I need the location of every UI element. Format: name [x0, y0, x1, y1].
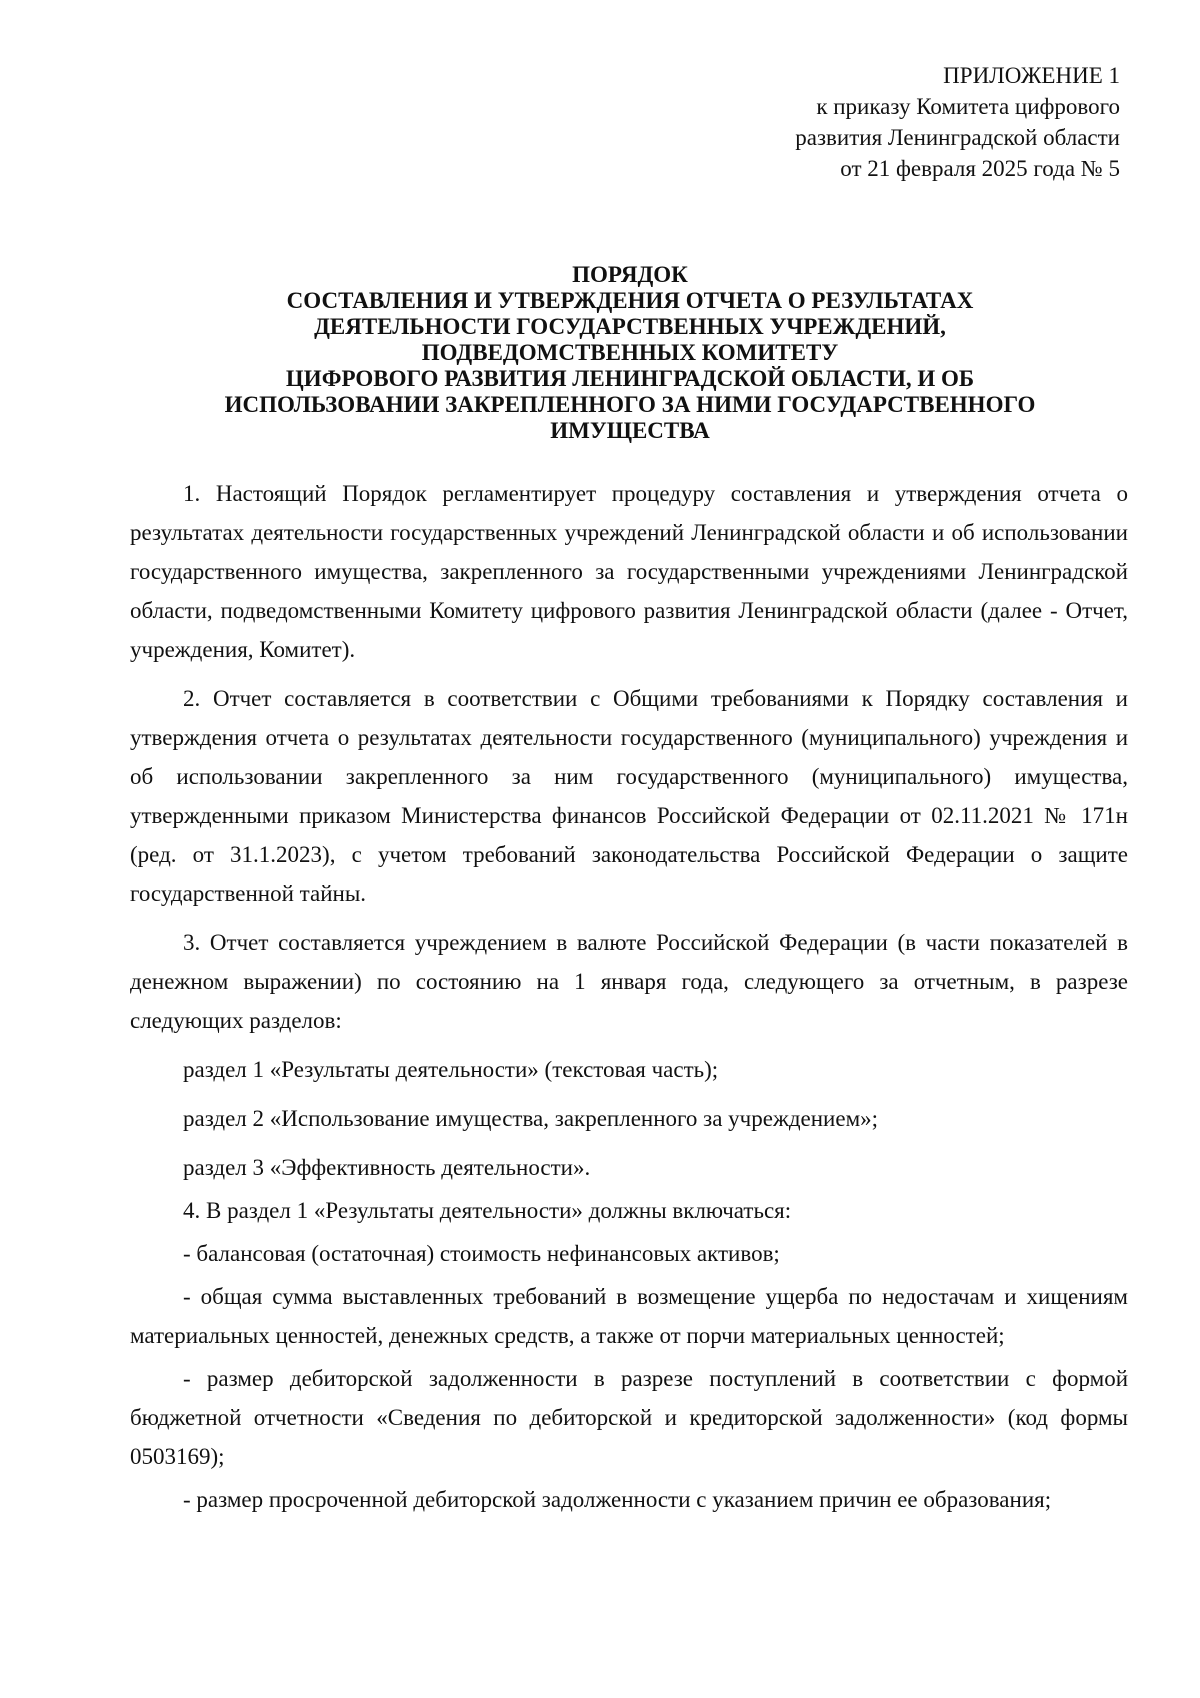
title-line: ДЕЯТЕЛЬНОСТИ ГОСУДАРСТВЕННЫХ УЧРЕЖДЕНИЙ,: [314, 314, 946, 339]
title-line: ИМУЩЕСТВА: [550, 418, 710, 443]
section-item-2: раздел 2 «Использование имущества, закрепленного за учреждением»;: [183, 1106, 879, 1131]
document-title: [130, 262, 1130, 444]
bullet-item-4: - размер просроченной дебиторской задолженности с указанием причин ее образования;: [183, 1487, 1052, 1512]
paragraph-4: 4. В раздел 1 «Результаты деятельности» должны включаться:: [183, 1198, 792, 1223]
paragraph-2: 2. Отчет составляется в соответствии с Общими требованиями к Порядку составления и утверждения отчета о результатах деятельности государственного (муниципального) учреждения и об использовании закрепленного за ним государственного (муниципального) имущества, утвержденными приказом Министерства финансов Российской Федерации от 02.11.2021 № 171н (ред. от 31.1.2023), с учетом требований законодательства Российской Федерации о защите государственной тайны.: [130, 686, 1128, 906]
appendix-authority-line: развития Ленинградской области: [795, 125, 1120, 150]
paragraph-3: 3. Отчет составляется учреждением в валюте Российской Федерации (в части показателей в денежном выражении) по состоянию на 1 января года, следующего за отчетным, в разрезе следующих разделов:: [130, 930, 1128, 1033]
appendix-number: ПРИЛОЖЕНИЕ 1: [943, 63, 1120, 88]
document-body: [130, 474, 1128, 1519]
bullet-item-2: - общая сумма выставленных требований в возмещение ущерба по недостачам и хищениям материальных ценностей, денежных средств, а также от порчи материальных ценностей;: [130, 1284, 1128, 1348]
appendix-date-line: от 21 февраля 2025 года № 5: [840, 156, 1120, 181]
section-item-1: раздел 1 «Результаты деятельности» (текстовая часть);: [183, 1057, 719, 1082]
appendix-header: [795, 60, 1120, 184]
title-line: ИСПОЛЬЗОВАНИИ ЗАКРЕПЛЕННОГО ЗА НИМИ ГОСУДАРСТВЕННОГО: [224, 392, 1036, 417]
paragraph-1: 1. Настоящий Порядок регламентирует процедуру составления и утверждения отчета о результатах деятельности государственных учреждений Ленинградской области и об использовании государственного имущества, закрепленного за государственными учреждениями Ленинградской области, подведомственными Комитету цифрового развития Ленинградской области (далее - Отчет, учреждения, Комитет).: [130, 481, 1128, 662]
section-item-3: раздел 3 «Эффективность деятельности».: [183, 1155, 591, 1180]
title-line: ПОДВЕДОМСТВЕННЫХ КОМИТЕТУ: [421, 340, 839, 365]
appendix-order-line: к приказу Комитета цифрового: [816, 94, 1120, 119]
bullet-item-1: - балансовая (остаточная) стоимость нефинансовых активов;: [183, 1241, 780, 1266]
title-line: ЦИФРОВОГО РАЗВИТИЯ ЛЕНИНГРАДСКОЙ ОБЛАСТИ, И ОБ: [285, 366, 975, 391]
title-line: ПОРЯДОК: [572, 262, 688, 287]
title-line: СОСТАВЛЕНИЯ И УТВЕРЖДЕНИЯ ОТЧЕТА О РЕЗУЛЬТАТАХ: [286, 288, 974, 313]
bullet-item-3: - размер дебиторской задолженности в разрезе поступлений в соответствии с формой бюджетной отчетности «Сведения по дебиторской и кредиторской задолженности» (код формы 0503169);: [130, 1366, 1128, 1469]
